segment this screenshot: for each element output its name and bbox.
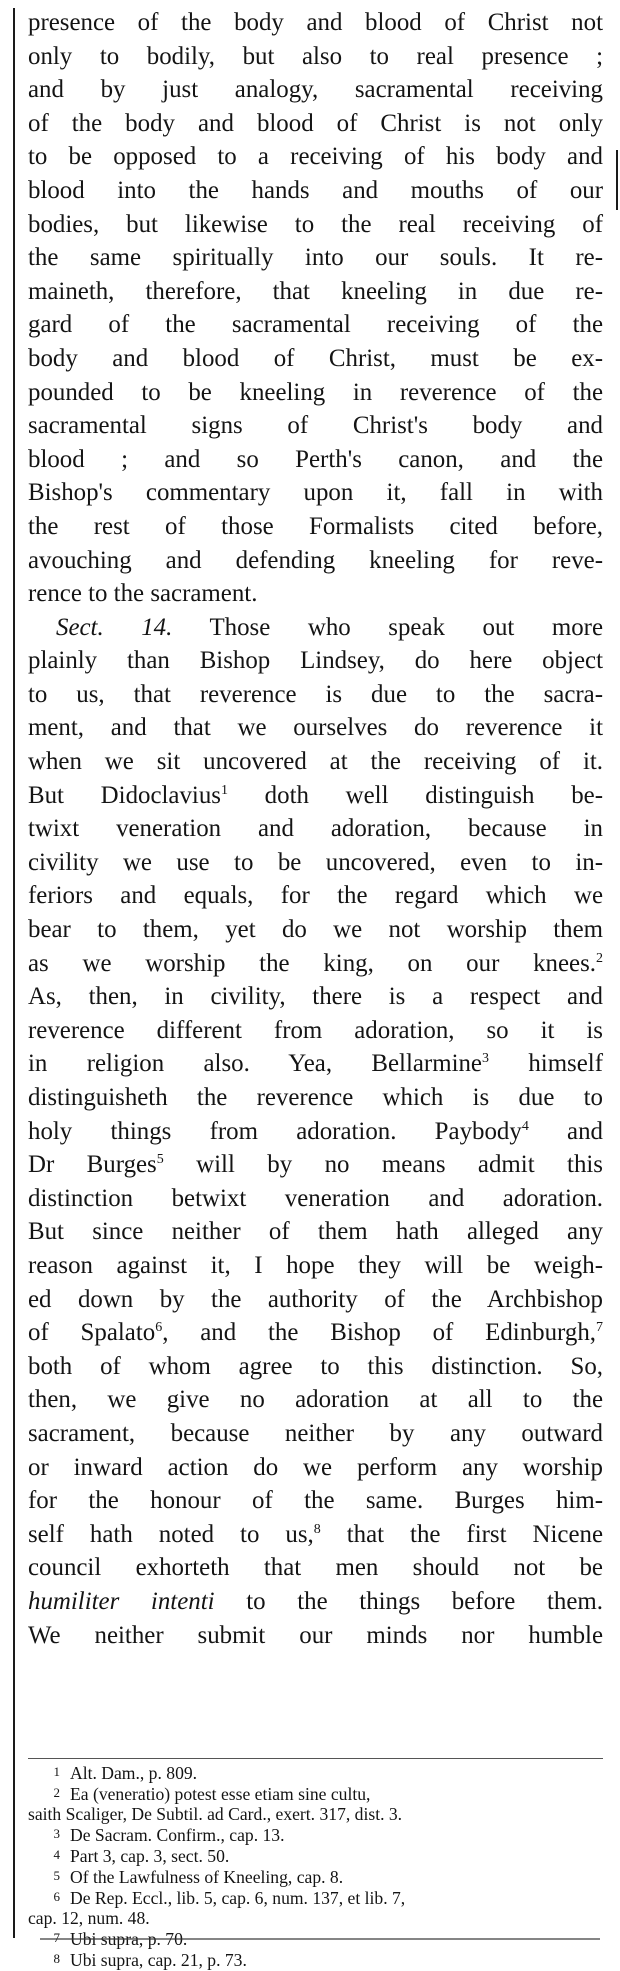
footnote-ref: 7 [596,1320,603,1336]
text-line: maineth, therefore, that kneeling in due re- [28,277,603,305]
left-margin-rule [13,8,15,1938]
text-line [28,947,603,981]
text-line [28,1148,603,1182]
text-line [28,1047,603,1081]
footnote-number: 6 [53,1888,60,1904]
footnote-continuation [28,1908,603,1929]
text-span: that the first Nicene [320,1520,603,1548]
footnote-text: Of the Lawfulness of Kneeling, cap. 8. [70,1866,344,1887]
text-line: sacrament, because neither by any outward [28,1419,603,1447]
text-line [28,1316,603,1350]
text-line: reverence different from adoration, so it is [28,1016,603,1044]
text-span: and [528,1117,603,1145]
text-line: feriors and equals, for the regard which we [28,882,603,910]
footnote-continuation [28,1804,603,1825]
text-line: body and blood of Christ, must be ex- [28,344,603,372]
footnote-ref: 8 [313,1521,321,1537]
text-line: ment, and that we ourselves do reverence it [28,714,603,742]
text-span: to the things before them. [214,1587,603,1615]
footnote-ref: 3 [481,1051,489,1067]
text-span: Those who speak out more [172,613,604,641]
footnote-text: Ubi supra, p. 70. [70,1929,188,1950]
text-line: As, then, in civility, there is a respect and [28,983,603,1011]
text-line: bear to them, yet do we not worship them [28,916,603,944]
footnote-text: saith Scaliger, De Subtil. ad Card., exert. 317, dist. 3. [28,1803,403,1824]
latin-phrase: humiliter intenti [28,1587,215,1615]
footnote-text: De Rep. Eccl., lib. 5, cap. 6, num. 137, et lib. 7, [70,1887,406,1908]
footnote [28,1845,603,1866]
text-line [28,1585,603,1619]
text-span: Dr Burges [28,1151,157,1179]
text-span: doth well distinguish be- [227,781,603,809]
text-line [28,779,603,813]
footnote-number: 1 [53,1764,60,1779]
text-line: and by just analogy, sacramental receiving [28,76,603,104]
text-line: But since neither of them hath alleged any [28,1218,603,1246]
text-line [28,1115,603,1149]
cropped-next-page-edge [40,1938,600,1958]
text-line: blood into the hands and mouths of our [28,176,603,204]
text-line: when we sit uncovered at the receiving of it. [28,748,603,776]
section-label: Sect. 14. [56,613,173,641]
text-line: council exhorteth that men should not be [28,1554,603,1582]
text-line [28,1518,603,1552]
footnote-separator [28,1758,603,1759]
text-span: , and the Bishop of Edinburgh, [162,1319,596,1347]
footnote-text: Ubi supra, cap. 21, p. 73. [70,1950,247,1971]
body-text [28,6,603,1652]
text-line: to us, that reverence is due to the sacra- [28,680,603,708]
footnote [28,1762,603,1783]
text-line: blood ; and so Perth's canon, and the [28,445,603,473]
text-line: only to bodily, but also to real presence ; [28,42,603,70]
footnote [28,1783,603,1804]
text-line: of the body and blood of Christ is not only [28,109,603,137]
footnote [28,1887,603,1908]
text-line: plainly than Bishop Lindsey, do here object [28,647,603,675]
footnote-ref: 4 [521,1118,529,1134]
text-span: self hath noted to us, [28,1520,314,1548]
text-line: distinction betwixt veneration and adoration. [28,1184,603,1212]
text-line: twixt veneration and adoration, because in [28,815,603,843]
footnote-number: 7 [53,1930,60,1946]
text-span: in religion also. Yea, Bellarmine [28,1050,482,1078]
text-line: Bishop's commentary upon it, fall in with [28,479,603,507]
footnote-text: Alt. Dam., p. 809. [70,1763,198,1783]
text-span: holy things from adoration. Paybody [28,1117,522,1145]
footnote-text: cap. 12, num. 48. [28,1907,150,1928]
text-line: gard of the sacramental receiving of the [28,311,603,339]
text-line: then, we give no adoration at all to the [28,1386,603,1414]
text-line: pounded to be kneeling in reverence of the [28,378,603,406]
section-start-line [28,611,603,645]
text-line: rence to the sacrament. [28,580,258,608]
footnote-text: Part 3, cap. 3, sect. 50. [70,1846,230,1867]
text-line: distinguisheth the reverence which is due to [28,1084,603,1111]
footnote [28,1866,603,1887]
footnote-text: De Sacram. Confirm., cap. 13. [70,1825,285,1846]
text-line: the rest of those Formalists cited before, [28,512,603,540]
text-line: avouching and defending kneeling for reve- [28,546,603,574]
text-line: bodies, but likewise to the real receiving of [28,210,603,238]
text-line: sacramental signs of Christ's body and [28,412,603,440]
footnote-ref: 6 [155,1320,163,1336]
text-line: civility we use to be uncovered, even to in- [28,848,603,876]
text-line: the same spiritually into our souls. It re- [28,244,603,272]
text-line: for the honour of the same. Burges him- [28,1487,603,1515]
footnote-number: 8 [53,1951,60,1967]
text-line: or inward action do we perform any worship [28,1453,603,1481]
right-margin-mark [616,150,618,210]
footnote-number: 2 [53,1784,60,1800]
text-span: himself [488,1050,603,1078]
footnote-ref: 5 [156,1152,164,1168]
footnote-number: 4 [53,1847,60,1863]
footnote-ref: 2 [596,950,603,966]
text-span: But Didoclavius [28,781,221,809]
text-span: as we worship the king, on our knees. [28,949,596,977]
footnote-text: Ea (veneratio) potest esse etiam sine cultu, [70,1783,371,1804]
footnote [28,1824,603,1845]
text-line: presence of the body and blood of Christ not [28,9,603,36]
footnote-number: 5 [53,1867,60,1883]
text-span: will by no means admit this [163,1151,603,1179]
footnote-ref: 1 [220,782,228,798]
text-line: We neither submit our minds nor humble [28,1621,603,1649]
text-line: both of whom agree to this distinction. So, [28,1352,603,1380]
footnote-number: 3 [53,1826,60,1842]
text-line: ed down by the authority of the Archbishop [28,1285,603,1313]
text-line: to be opposed to a receiving of his body and [28,143,603,171]
text-span: of Spalato [28,1319,156,1347]
text-line: reason against it, I hope they will be weigh- [28,1251,603,1279]
